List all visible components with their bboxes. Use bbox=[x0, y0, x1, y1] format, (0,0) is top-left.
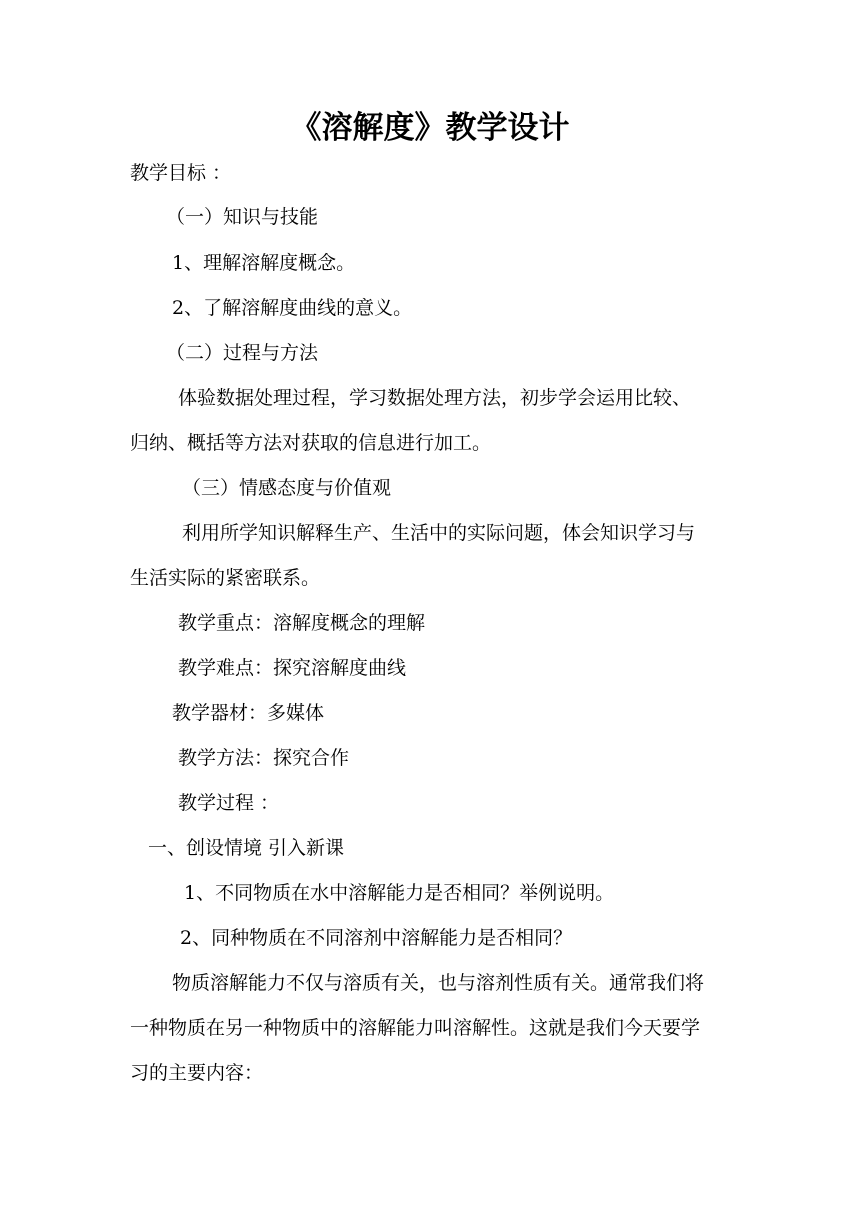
section-1-paragraph-line-1: 物质溶解能力不仅与溶质有关，也与溶剂性质有关。通常我们将 bbox=[172, 972, 705, 994]
process-heading: 教学过程 ： bbox=[178, 792, 280, 814]
section-1-question-2: 2、同种物质在不同溶剂中溶解能力是否相同？ bbox=[180, 927, 573, 949]
page-title: 《溶解度》教学设计 bbox=[290, 110, 570, 146]
emotion-line-1: 利用所学知识解释生产、生活中的实际问题，体会知识学习与 bbox=[182, 522, 696, 544]
section-1-paragraph-line-2: 一种物质在另一种物质中的溶解能力叫溶解性。这就是我们今天要学 bbox=[130, 1017, 701, 1039]
teaching-method: 教学方法：探究合作 bbox=[178, 747, 350, 769]
difficult-point: 教学难点：探究溶解度曲线 bbox=[178, 657, 407, 679]
section-1-paragraph-line-3: 习的主要内容： bbox=[130, 1062, 264, 1084]
knowledge-item-1: 1、理解溶解度概念。 bbox=[172, 252, 356, 274]
process-method-line-1: 体验数据处理过程，学习数据处理方法，初步学会运用比较、 bbox=[178, 387, 692, 409]
process-method-heading: （二）过程与方法 bbox=[166, 342, 319, 364]
section-1-question-1: 1、不同物质在水中溶解能力是否相同？举例说明。 bbox=[184, 882, 615, 904]
emotion-line-2: 生活实际的紧密联系。 bbox=[130, 567, 321, 589]
emotion-heading: （三）情感态度与价值观 bbox=[182, 477, 392, 499]
knowledge-heading: （一）知识与技能 bbox=[166, 206, 319, 228]
key-point: 教学重点：溶解度概念的理解 bbox=[178, 612, 426, 634]
equipment: 教学器材：多媒体 bbox=[172, 702, 325, 724]
knowledge-item-2: 2、了解溶解度曲线的意义。 bbox=[172, 297, 413, 319]
section-1-heading: 一、创设情境 引入新课 bbox=[148, 837, 345, 859]
process-method-line-2: 归纳、概括等方法对获取的信息进行加工。 bbox=[130, 432, 492, 454]
objectives-heading: 教学目标 ： bbox=[130, 162, 232, 184]
